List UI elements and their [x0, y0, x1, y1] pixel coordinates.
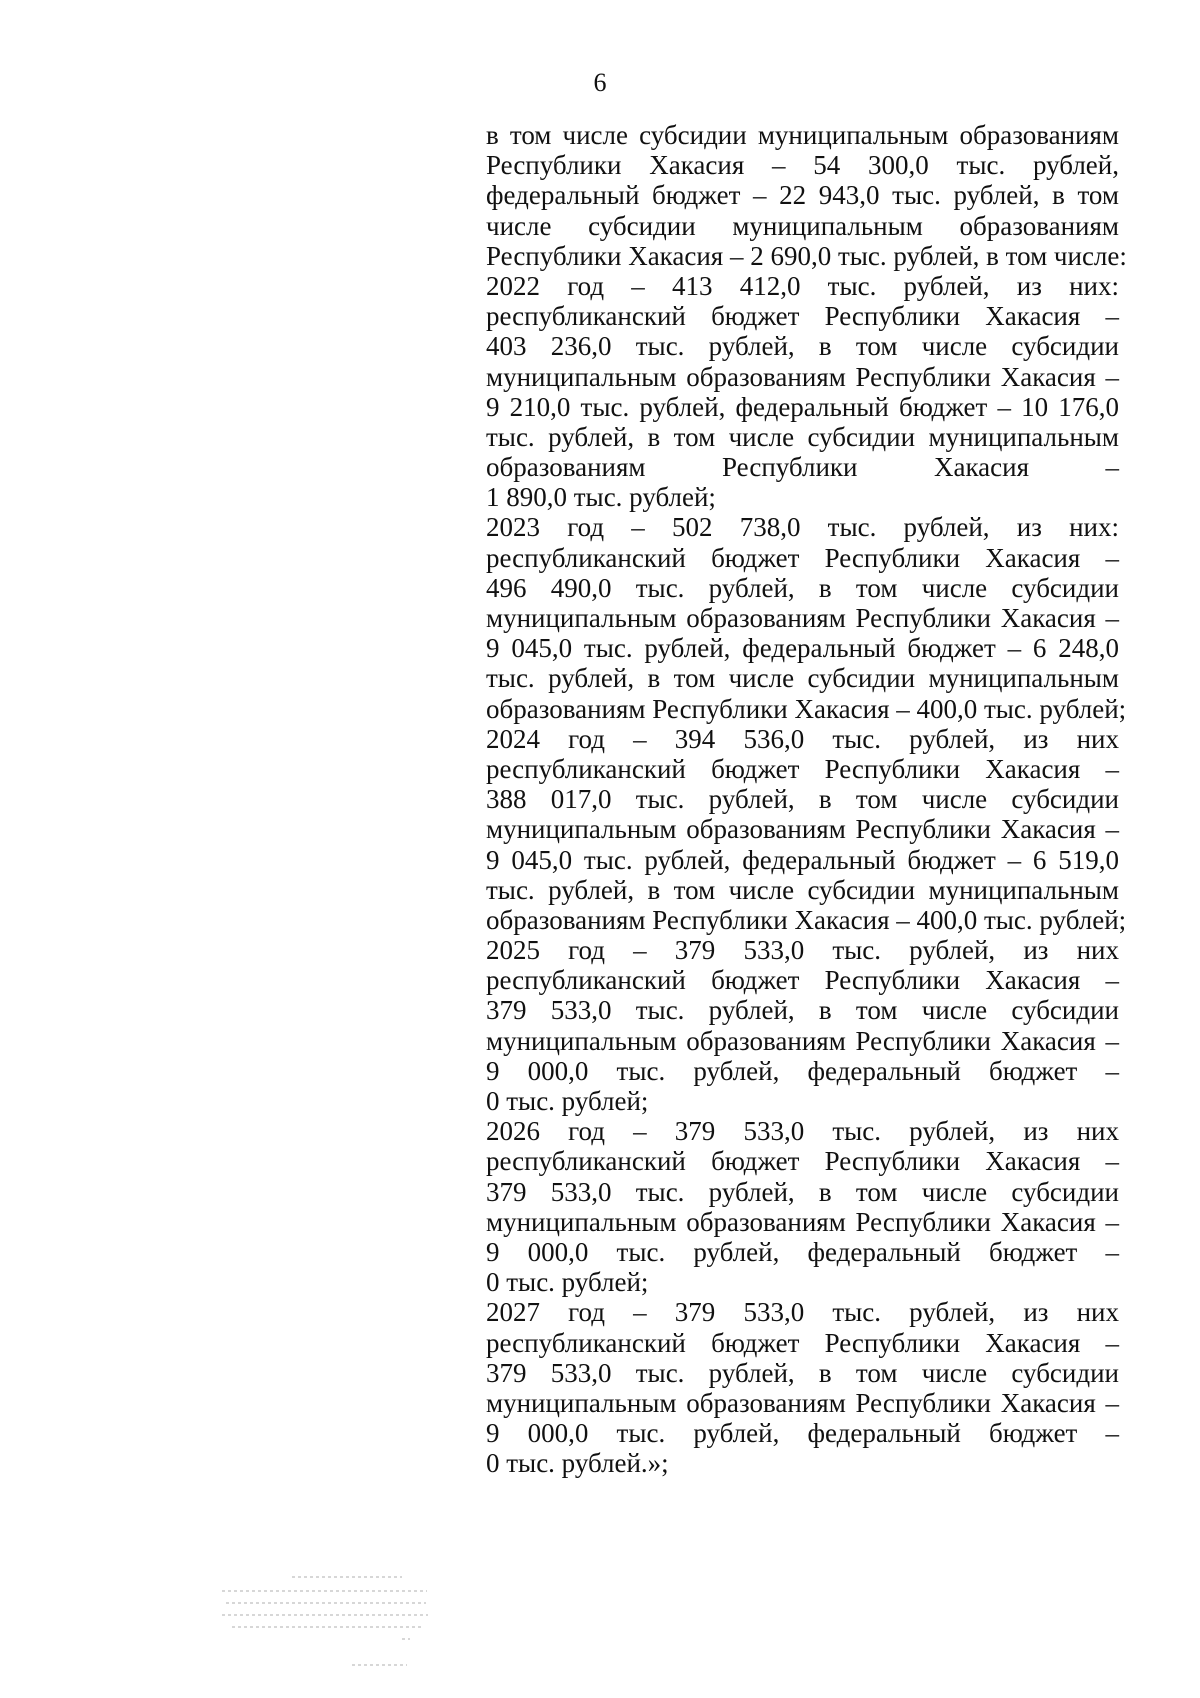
text-line: 388 017,0 тыс. рублей, в том числе субсидии	[486, 784, 1119, 815]
text-line: 0 тыс. рублей;	[486, 1086, 649, 1116]
text-line: 9 000,0 тыс. рублей, федеральный бюджет –	[486, 1236, 1119, 1267]
text-line: 9 045,0 тыс. рублей, федеральный бюджет – 6 519,0	[486, 844, 1119, 875]
text-line: федеральный бюджет – 22 943,0 тыс. рублей, в том	[486, 180, 1119, 211]
text-line: 379 533,0 тыс. рублей, в том числе субсидии	[486, 995, 1119, 1026]
text-line: 9 210,0 тыс. рублей, федеральный бюджет – 10 176,0	[486, 391, 1119, 422]
text-line: Республики Хакасия – 54 300,0 тыс. рублей,	[486, 150, 1119, 181]
text-line: 1 890,0 тыс. рублей;	[486, 482, 716, 513]
text-line: 9 000,0 тыс. рублей, федеральный бюджет –	[486, 1055, 1119, 1086]
text-line: республиканский бюджет Республики Хакасия –	[486, 542, 1119, 573]
text-line: республиканский бюджет Республики Хакасия –	[486, 1146, 1119, 1177]
text-line: тыс. рублей, в том числе субсидии муниципальным	[486, 663, 1119, 694]
text-line: муниципальным образованиям Республики Хакасия –	[486, 361, 1119, 392]
text-line: 2026 год – 379 533,0 тыс. рублей, из них	[486, 1116, 1119, 1147]
text-line: республиканский бюджет Республики Хакасия –	[486, 301, 1119, 332]
text-line: 2027 год – 379 533,0 тыс. рублей, из них	[486, 1297, 1119, 1328]
text-line: образованиям Республики Хакасия – 400,0 тыс. рублей;	[486, 693, 1127, 724]
text-line: 0 тыс. рублей.»;	[486, 1448, 669, 1479]
text-line: республиканский бюджет Республики Хакасия –	[486, 1327, 1119, 1358]
faded-stamp-mark	[222, 1568, 432, 1688]
text-line: 9 045,0 тыс. рублей, федеральный бюджет – 6 248,0	[486, 633, 1119, 664]
text-line: Республики Хакасия – 2 690,0 тыс. рублей, в том числе:	[486, 240, 1127, 271]
text-line: муниципальным образованиям Республики Хакасия –	[486, 1206, 1119, 1237]
text-line: 403 236,0 тыс. рублей, в том числе субсидии	[486, 331, 1119, 362]
text-line: муниципальным образованиям Республики Хакасия –	[486, 814, 1119, 845]
text-line: 2024 год – 394 536,0 тыс. рублей, из них	[486, 723, 1119, 754]
text-line: 2022 год – 413 412,0 тыс. рублей, из них:	[486, 270, 1119, 301]
text-line: республиканский бюджет Республики Хакасия –	[486, 965, 1119, 996]
text-line: муниципальным образованиям Республики Хакасия –	[486, 603, 1119, 633]
text-line: муниципальным образованиям Республики Хакасия –	[486, 1387, 1119, 1418]
text-line: муниципальным образованиям Республики Хакасия –	[486, 1025, 1119, 1056]
text-line: 379 533,0 тыс. рублей, в том числе субсидии	[486, 1176, 1119, 1207]
page-number: 6	[593, 68, 607, 97]
text-line: тыс. рублей, в том числе субсидии муниципальным	[486, 874, 1119, 905]
text-line: республиканский бюджет Республики Хакасия –	[486, 753, 1119, 784]
text-line: образованиям Республики Хакасия – 400,0 тыс. рублей;	[486, 904, 1127, 935]
text-line: в том числе субсидии муниципальным образованиям	[486, 120, 1119, 150]
text-line: тыс. рублей, в том числе субсидии муниципальным	[486, 421, 1119, 452]
text-line: 496 490,0 тыс. рублей, в том числе субсидии	[486, 572, 1119, 603]
text-line: 2023 год – 502 738,0 тыс. рублей, из них:	[486, 512, 1119, 543]
text-line: 379 533,0 тыс. рублей, в том числе субсидии	[486, 1357, 1119, 1388]
text-line: образованиям Республики Хакасия –	[486, 452, 1119, 483]
text-line: 9 000,0 тыс. рублей, федеральный бюджет –	[486, 1418, 1119, 1449]
text-line: 0 тыс. рублей;	[486, 1267, 649, 1298]
text-line: 2025 год – 379 533,0 тыс. рублей, из них	[486, 935, 1119, 966]
budget-text-column	[486, 120, 1127, 1479]
text-line: числе субсидии муниципальным образованиям	[486, 210, 1119, 241]
